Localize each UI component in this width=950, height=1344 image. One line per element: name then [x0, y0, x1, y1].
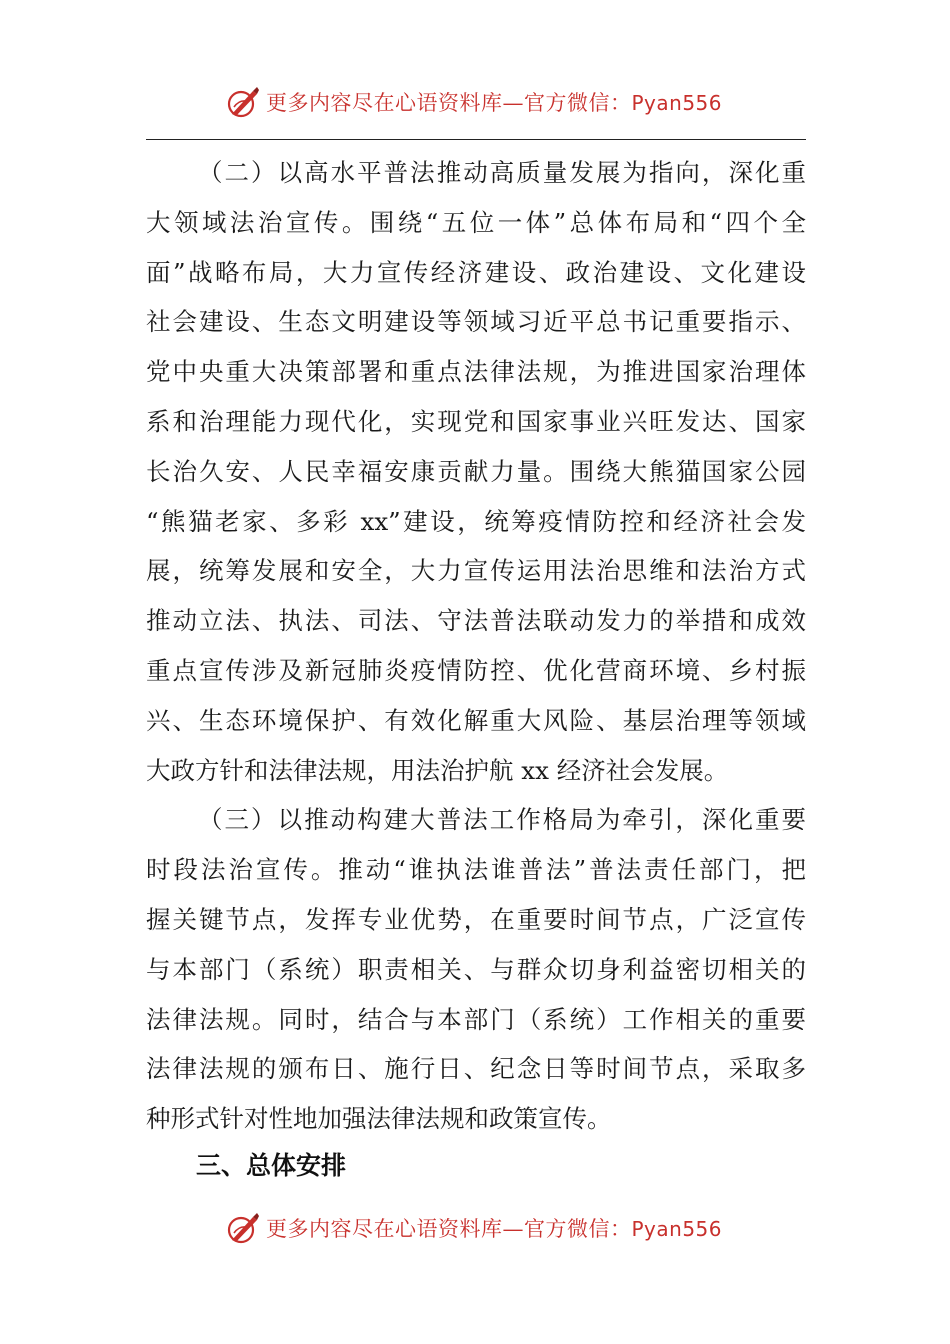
- text-line: （二）以高水平普法推动高质量发展为指向，深化重: [198, 158, 806, 187]
- text-line: 社会建设、生态文明建设等领域习近平总书记重要指示、: [146, 307, 806, 337]
- text-line: 展，统筹发展和安全，大力宣传运用法治思维和法治方式: [146, 556, 806, 586]
- text-line: 与本部门（系统）职责相关、与群众切身利益密切相关的: [146, 954, 806, 984]
- text-line: 兴、生态环境保护、有效化解重大风险、基层治理等领域: [146, 705, 806, 735]
- text-line: 重点宣传涉及新冠肺炎疫情防控、优化营商环境、乡村振: [146, 655, 806, 685]
- paragraph-2: [146, 148, 806, 795]
- text-line: 面”战略布局，大力宣传经济建设、政治建设、文化建设: [146, 257, 806, 287]
- text-line: （三）以推动构建大普法工作格局为牵引，深化重要: [198, 805, 806, 835]
- watermark-footer: [226, 1208, 722, 1248]
- document-body: [146, 148, 806, 1144]
- watermark-text: 更多内容尽在心语资料库—官方微信：Pyan556: [266, 1217, 723, 1241]
- text-line: 长治久安、人民幸福安康贡献力量。围绕大熊猫国家公园: [146, 456, 806, 486]
- section-heading: 三、总体安排: [196, 1151, 347, 1180]
- text-line: 系和治理能力现代化，实现党和国家事业兴旺发达、国家: [146, 406, 806, 436]
- text-line: 法律法规的颁布日、施行日、纪念日等时间节点，采取多: [146, 1054, 806, 1084]
- header-rule: [146, 139, 806, 140]
- text-line: 握关键节点，发挥专业优势，在重要时间节点，广泛宣传: [146, 904, 806, 934]
- pen-logo-icon: [226, 1211, 260, 1245]
- paragraph-3: [146, 795, 806, 1144]
- text-line: 法律法规。同时，结合与本部门（系统）工作相关的重要: [146, 1004, 806, 1034]
- text-line: 大领域法治宣传。围绕“五位一体”总体布局和“四个全: [146, 207, 806, 237]
- text-line: 推动立法、执法、司法、守法普法联动发力的举措和成效: [146, 606, 806, 636]
- pen-logo-icon: [226, 85, 260, 119]
- watermark-header: [226, 82, 722, 122]
- text-line: “熊猫老家、多彩 xx”建设，统筹疫情防控和经济社会发: [146, 506, 806, 536]
- watermark-text: 更多内容尽在心语资料库—官方微信：Pyan556: [266, 91, 723, 115]
- text-line: 党中央重大决策部署和重点法律法规，为推进国家治理体: [146, 357, 806, 387]
- text-line: 时段法治宣传。推动“谁执法谁普法”普法责任部门，把: [146, 855, 806, 885]
- text-line: 大政方针和法律法规，用法治护航 xx 经济社会发展。: [146, 755, 729, 785]
- text-line: 种形式针对性地加强法律法规和政策宣传。: [146, 1104, 612, 1134]
